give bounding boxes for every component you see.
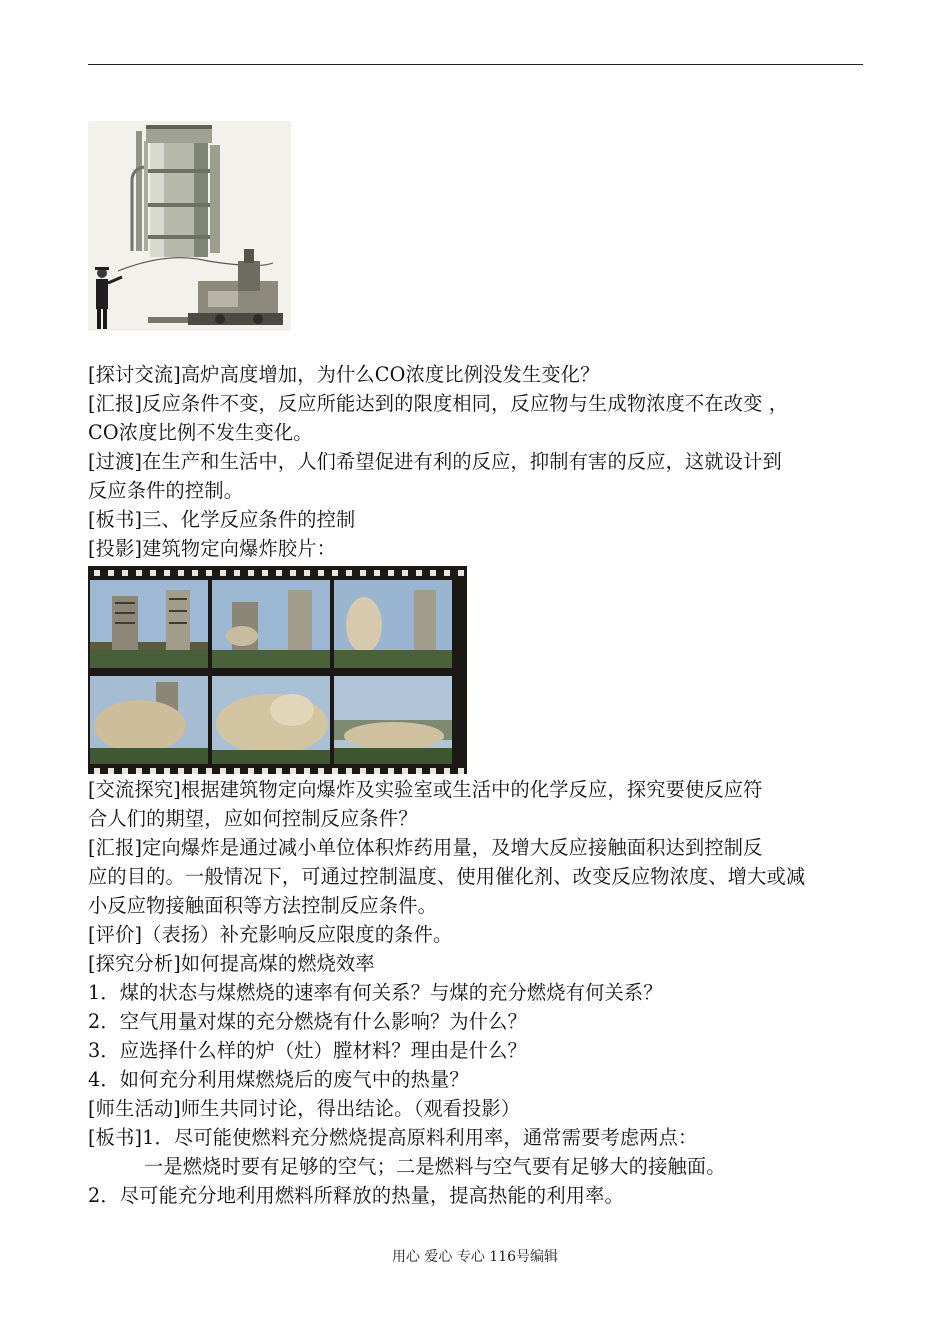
text-line: [过渡]在生产和生活中，人们希望促进有利的反应，抑制有害的反应，这就设计到	[88, 450, 782, 473]
film-frame	[212, 676, 330, 764]
text-line: [汇报]反应条件不变，反应所能达到的限度相同，反应物与生成物浓度不在改变 ，	[88, 392, 789, 415]
text-line: 1．煤的状态与煤燃烧的速率有何关系？与煤的充分燃烧有何关系？	[88, 981, 663, 1004]
text-block-b	[88, 775, 878, 1210]
page-footer: 用心 爱心 专心 116号编辑	[391, 1249, 559, 1265]
text-line: 一是燃烧时要有足够的空气；二是燃料与空气要有足够大的接触面。	[144, 1155, 726, 1178]
film-frame	[90, 580, 208, 668]
film-frame	[212, 580, 330, 668]
text-line: [评价]（表扬）补充影响反应限度的条件。	[88, 923, 453, 946]
film-perforations-top	[88, 566, 467, 580]
text-line: 3．应选择什么样的炉（灶）膛材料？理由是什么？	[88, 1039, 527, 1062]
text-line: [探究分析]如何提高煤的燃烧效率	[88, 952, 375, 975]
text-line: 4．如何充分利用煤燃烧后的废气中的热量？	[88, 1068, 469, 1091]
text-line: 应的目的。一般情况下，可通过控制温度、使用催化剂、改变反应物浓度、增大或减	[88, 865, 806, 888]
text-line: CO浓度比例不发生变化。	[88, 421, 313, 444]
text-line: [投影]建筑物定向爆炸胶片：	[88, 537, 337, 560]
text-line: 合人们的期望，应如何控制反应条件？	[88, 807, 418, 830]
film-perforations-bottom	[88, 764, 467, 774]
text-line: 小反应物接触面积等方法控制反应条件。	[88, 894, 437, 917]
text-line: [师生活动]师生共同讨论，得出结论。（观看投影）	[88, 1097, 521, 1120]
text-line: [交流探究]根据建筑物定向爆炸及实验室或生活中的化学反应，探究要使反应符	[88, 778, 763, 801]
text-line: [板书]三、化学反应条件的控制	[88, 508, 356, 531]
text-line: 2．空气用量对煤的充分燃烧有什么影响？为什么？	[88, 1010, 527, 1033]
demolition-film-strip	[88, 566, 467, 774]
film-frame	[90, 676, 208, 764]
text-line: [探讨交流]高炉高度增加，为什么CO浓度比例没发生变化？	[88, 363, 600, 386]
text-block-a	[88, 360, 878, 563]
text-line: [板书]1．尽可能使燃料充分燃烧提高原料利用率，通常需要考虑两点：	[88, 1126, 698, 1149]
film-frame	[334, 580, 452, 668]
header-rule	[88, 64, 863, 65]
text-line: [汇报]定向爆炸是通过减小单位体积炸药用量，及增大反应接触面积达到控制反	[88, 836, 763, 859]
film-frame	[334, 676, 452, 764]
text-line: 反应条件的控制。	[88, 479, 244, 502]
blast-furnace-illustration	[88, 121, 291, 331]
text-line: 2．尽可能充分地利用燃料所释放的热量，提高热能的利用率。	[88, 1184, 624, 1207]
